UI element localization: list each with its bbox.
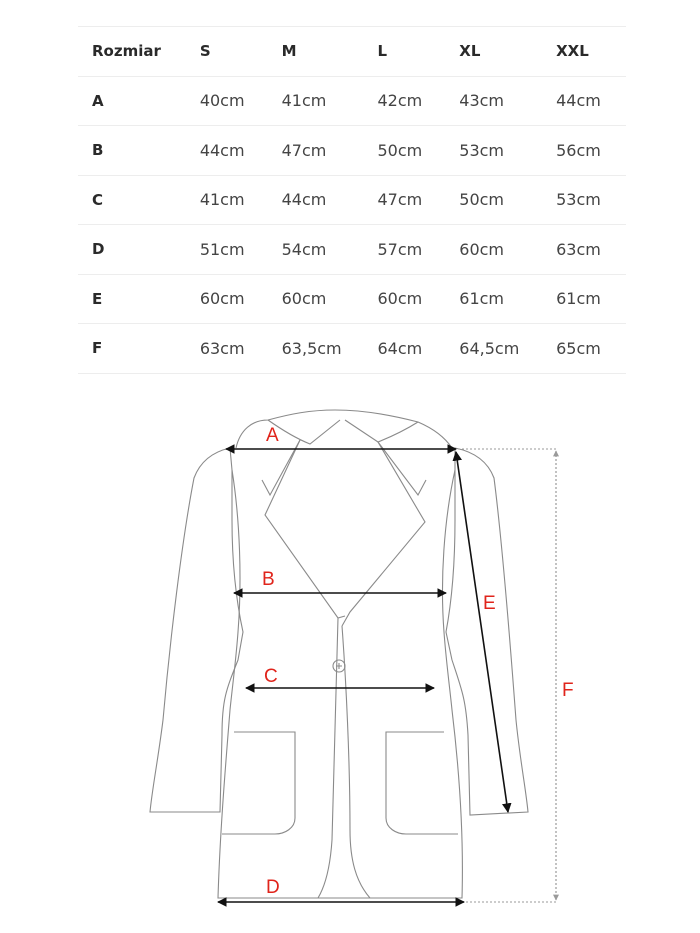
table-cell: 42cm [377,76,459,126]
table-cell: 60cm [377,274,459,324]
header-l: L [377,27,459,77]
header-m: M [282,27,378,77]
measure-label-f: F [562,680,574,701]
table-cell: 41cm [200,175,282,225]
table-cell: 53cm [459,126,556,176]
table-cell: 63,5cm [282,324,378,374]
table-cell: 43cm [459,76,556,126]
table-cell: 50cm [459,175,556,225]
table-cell: 44cm [200,126,282,176]
table-cell: 44cm [556,76,626,126]
table-row [78,76,626,126]
row-label: E [78,274,200,324]
row-label: A [78,76,200,126]
table-cell: 60cm [459,225,556,275]
header-xl: XL [459,27,556,77]
table-cell: 54cm [282,225,378,275]
table-row [78,274,626,324]
header-rozmiar: Rozmiar [78,27,200,77]
size-table [78,26,626,374]
table-cell: 63cm [556,225,626,275]
table-cell: 53cm [556,175,626,225]
measure-label-c: C [264,666,278,687]
table-row [78,126,626,176]
table-header-row [78,27,626,77]
table-cell: 44cm [282,175,378,225]
table-cell: 57cm [377,225,459,275]
jacket-outline [150,410,528,898]
table-cell: 60cm [282,274,378,324]
measure-label-e: E [483,593,496,614]
row-label: F [78,324,200,374]
table-cell: 41cm [282,76,378,126]
row-label: B [78,126,200,176]
jacket-measurement-diagram [0,360,700,933]
table-cell: 47cm [282,126,378,176]
table-cell: 64cm [377,324,459,374]
table-row [78,225,626,275]
table-cell: 47cm [377,175,459,225]
table-cell: 61cm [556,274,626,324]
header-s: S [200,27,282,77]
measure-label-a: A [266,425,279,446]
table-cell: 63cm [200,324,282,374]
table-cell: 50cm [377,126,459,176]
row-label: D [78,225,200,275]
measure-line-e [456,452,508,812]
table-row [78,175,626,225]
table-cell: 61cm [459,274,556,324]
table-cell: 56cm [556,126,626,176]
measure-label-d: D [266,877,280,898]
table-cell: 64,5cm [459,324,556,374]
table-cell: 40cm [200,76,282,126]
table-cell: 60cm [200,274,282,324]
row-label: C [78,175,200,225]
measure-label-b: B [262,569,275,590]
table-cell: 65cm [556,324,626,374]
table-cell: 51cm [200,225,282,275]
header-xxl: XXL [556,27,626,77]
